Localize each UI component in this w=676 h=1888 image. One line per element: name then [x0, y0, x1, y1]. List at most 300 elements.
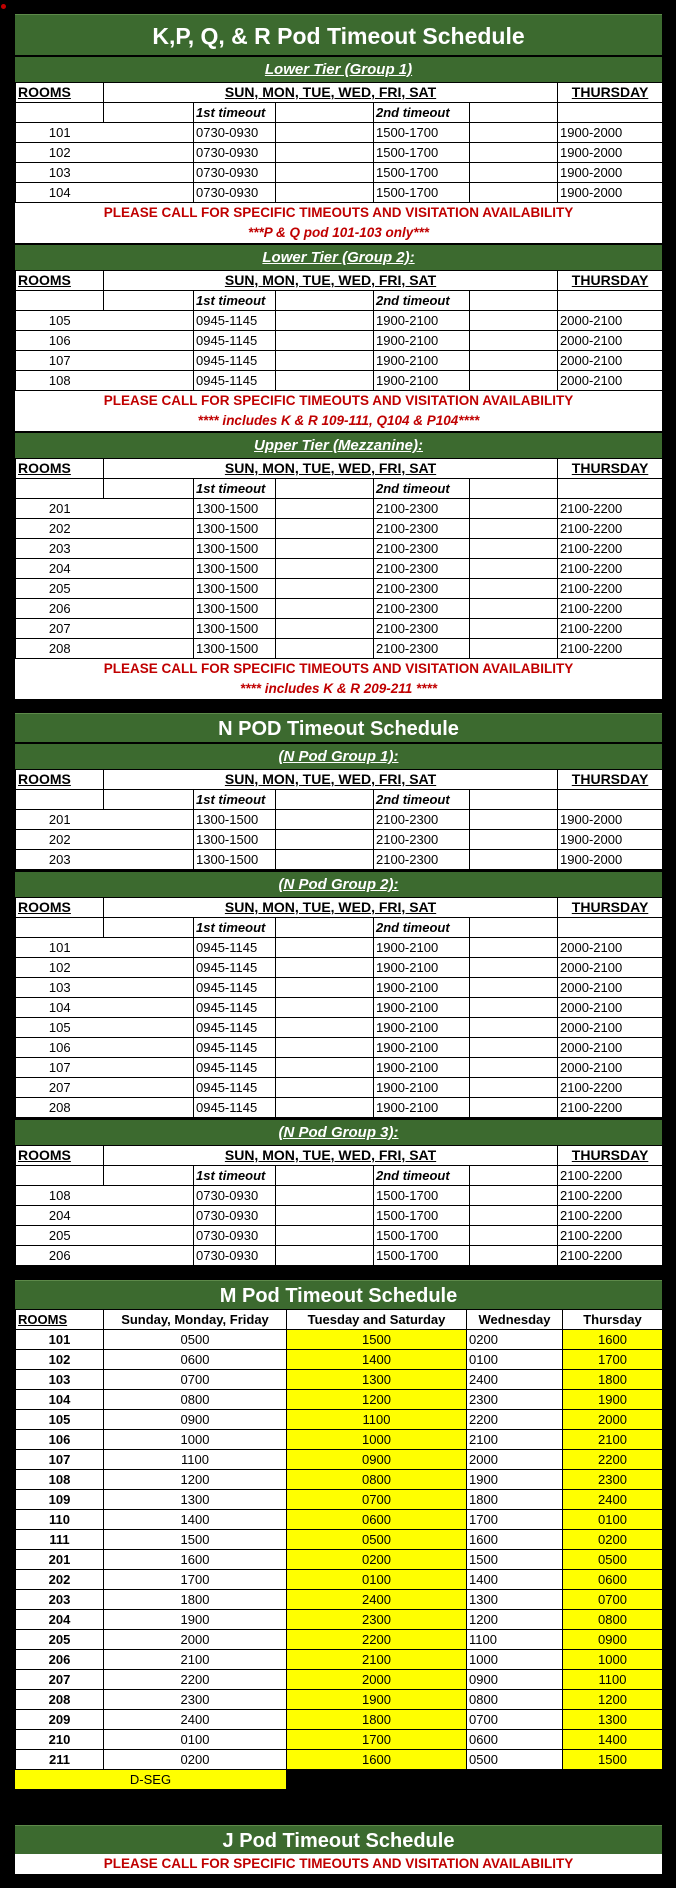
thursday-cell: 2100-2200 — [558, 559, 663, 579]
blank-cell — [104, 790, 194, 810]
room-cell: 108 — [16, 371, 104, 391]
room-cell: 210 — [16, 1730, 104, 1750]
table-row — [16, 579, 663, 599]
room-cell: 202 — [16, 519, 104, 539]
room-cell: 106 — [16, 1430, 104, 1450]
tue-sat-cell: 0200 — [287, 1550, 467, 1570]
blank-cell — [104, 1058, 194, 1078]
table-row — [16, 1610, 663, 1630]
blank-cell — [104, 559, 194, 579]
sun-mon-fri-cell: 0500 — [104, 1330, 287, 1350]
room-cell: 208 — [16, 639, 104, 659]
table-row — [16, 1470, 663, 1490]
days-header: SUN, MON, TUE, WED, FRI, SAT — [104, 459, 558, 479]
blank-cell — [470, 291, 558, 311]
room-cell: 102 — [16, 1350, 104, 1370]
blank-cell — [276, 1018, 374, 1038]
blank-cell — [276, 599, 374, 619]
thursday-cell: 2200 — [563, 1450, 663, 1470]
sun-mon-fri-cell: 2300 — [104, 1690, 287, 1710]
blank-cell — [104, 103, 194, 123]
blank-cell — [104, 183, 194, 203]
first-timeout-cell: 0730-0930 — [194, 183, 276, 203]
table-row — [16, 1450, 663, 1470]
thursday-cell: 1900-2000 — [558, 830, 663, 850]
sun-mon-fri-cell: 1000 — [104, 1430, 287, 1450]
mpod-title: M Pod Timeout Schedule — [15, 1280, 662, 1309]
first-timeout-cell: 0730-0930 — [194, 1206, 276, 1226]
blank-cell — [104, 1078, 194, 1098]
table-row — [16, 143, 663, 163]
table-row — [16, 1530, 663, 1550]
sun-mon-fri-cell: 1800 — [104, 1590, 287, 1610]
blank-cell — [276, 103, 374, 123]
blank-cell — [470, 1058, 558, 1078]
thursday-cell: 2100-2200 — [558, 499, 663, 519]
table-row — [16, 539, 663, 559]
kpqr-section-title: Lower Tier (Group 1) — [15, 57, 662, 82]
wednesday-cell: 0600 — [467, 1730, 563, 1750]
second-timeout-cell: 2100-2300 — [374, 850, 470, 870]
first-timeout-header: 1st timeout — [194, 479, 276, 499]
table-row — [16, 1570, 663, 1590]
blank-cell — [276, 371, 374, 391]
table-row — [16, 519, 663, 539]
rooms-header: ROOMS — [16, 1310, 104, 1330]
sun-mon-fri-cell: 0200 — [104, 1750, 287, 1770]
room-cell: 208 — [16, 1098, 104, 1118]
sun-mon-fri-cell: 0700 — [104, 1370, 287, 1390]
blank-cell — [470, 331, 558, 351]
second-timeout-cell: 1900-2100 — [374, 998, 470, 1018]
room-cell: 205 — [16, 579, 104, 599]
blank-cell — [470, 1246, 558, 1266]
blank-cell — [276, 331, 374, 351]
jpod-notice: PLEASE CALL FOR SPECIFIC TIMEOUTS AND VISITATION AVAILABILITY — [15, 1854, 662, 1874]
blank-cell — [276, 559, 374, 579]
days-header: SUN, MON, TUE, WED, FRI, SAT — [104, 770, 558, 790]
second-timeout-cell: 1900-2100 — [374, 1078, 470, 1098]
first-timeout-cell: 1300-1500 — [194, 499, 276, 519]
blank-cell — [558, 291, 663, 311]
sun-mon-fri-cell: 1400 — [104, 1510, 287, 1530]
room-cell: 101 — [16, 938, 104, 958]
table-row — [16, 958, 663, 978]
kpqr-notice: PLEASE CALL FOR SPECIFIC TIMEOUTS AND VISITATION AVAILABILITY — [15, 203, 662, 223]
thursday-cell: 2000-2100 — [558, 938, 663, 958]
sun-mon-fri-cell: 2100 — [104, 1650, 287, 1670]
blank-cell — [470, 103, 558, 123]
second-timeout-cell: 2100-2300 — [374, 639, 470, 659]
blank-cell — [104, 311, 194, 331]
blank-cell — [470, 1206, 558, 1226]
blank-cell — [104, 479, 194, 499]
blank-cell — [276, 1226, 374, 1246]
kpqr-section-table — [15, 82, 663, 203]
first-timeout-cell: 1300-1500 — [194, 599, 276, 619]
thursday-cell: 2100-2200 — [558, 1226, 663, 1246]
room-cell: 108 — [16, 1186, 104, 1206]
days-header: SUN, MON, TUE, WED, FRI, SAT — [104, 1146, 558, 1166]
tue-sat-cell: 2400 — [287, 1590, 467, 1610]
blank-cell — [16, 103, 104, 123]
day-header: Wednesday — [467, 1310, 563, 1330]
blank-cell — [470, 559, 558, 579]
kpqr-subheader-row — [16, 103, 663, 123]
room-cell: 102 — [16, 958, 104, 978]
first-timeout-cell: 0945-1145 — [194, 1078, 276, 1098]
blank-cell — [104, 163, 194, 183]
first-timeout-cell: 1300-1500 — [194, 579, 276, 599]
blank-cell — [470, 978, 558, 998]
first-timeout-header: 1st timeout — [194, 1166, 276, 1186]
first-timeout-cell: 0945-1145 — [194, 958, 276, 978]
blank-cell — [104, 619, 194, 639]
table-row — [16, 639, 663, 659]
first-timeout-cell: 1300-1500 — [194, 850, 276, 870]
thursday-cell: 2000-2100 — [558, 1058, 663, 1078]
thursday-cell: 2000-2100 — [558, 311, 663, 331]
thursday-cell: 2100-2200 — [558, 1206, 663, 1226]
tue-sat-cell: 0900 — [287, 1450, 467, 1470]
table-row — [16, 1690, 663, 1710]
npod-subheader-row — [16, 790, 663, 810]
room-cell: 207 — [16, 1078, 104, 1098]
blank-cell — [558, 918, 663, 938]
wednesday-cell: 1700 — [467, 1510, 563, 1530]
table-row — [16, 1390, 663, 1410]
tue-sat-cell: 0700 — [287, 1490, 467, 1510]
thursday-cell: 2000-2100 — [558, 351, 663, 371]
sun-mon-fri-cell: 2200 — [104, 1670, 287, 1690]
room-cell: 203 — [16, 539, 104, 559]
blank-cell — [276, 810, 374, 830]
blank-cell — [470, 1078, 558, 1098]
npod-section-title: (N Pod Group 3): — [15, 1120, 662, 1145]
blank-cell — [276, 1206, 374, 1226]
table-row — [16, 1590, 663, 1610]
first-timeout-cell: 0945-1145 — [194, 311, 276, 331]
second-timeout-cell: 1900-2100 — [374, 1038, 470, 1058]
rooms-header: ROOMS — [16, 1146, 104, 1166]
wednesday-cell: 0200 — [467, 1330, 563, 1350]
blank-cell — [16, 790, 104, 810]
room-cell: 211 — [16, 1750, 104, 1770]
first-timeout-cell: 0730-0930 — [194, 1246, 276, 1266]
blank-cell — [104, 1098, 194, 1118]
room-cell: 107 — [16, 1058, 104, 1078]
npod-sections — [15, 744, 662, 1266]
thursday-cell: 1900-2000 — [558, 163, 663, 183]
npod-header-row — [16, 898, 663, 918]
wednesday-cell: 0500 — [467, 1750, 563, 1770]
kpqr-header-row — [16, 271, 663, 291]
table-row — [16, 1078, 663, 1098]
wednesday-cell: 0100 — [467, 1350, 563, 1370]
second-timeout-cell: 1500-1700 — [374, 143, 470, 163]
wednesday-cell: 0800 — [467, 1690, 563, 1710]
thursday-cell: 2100-2200 — [558, 579, 663, 599]
first-timeout-cell: 1300-1500 — [194, 810, 276, 830]
thursday-cell: 0100 — [563, 1510, 663, 1530]
thursday-cell: 2100-2200 — [558, 1078, 663, 1098]
table-row — [16, 1330, 663, 1350]
room-cell: 103 — [16, 1370, 104, 1390]
tue-sat-cell: 0100 — [287, 1570, 467, 1590]
room-cell: 206 — [16, 1246, 104, 1266]
thursday-cell: 1000 — [563, 1650, 663, 1670]
blank-cell — [470, 351, 558, 371]
kpqr-section-table — [15, 458, 663, 659]
table-row — [16, 1038, 663, 1058]
blank-cell — [558, 479, 663, 499]
thursday-cell: 1900-2000 — [558, 183, 663, 203]
second-timeout-cell: 2100-2300 — [374, 519, 470, 539]
second-timeout-cell: 1500-1700 — [374, 1226, 470, 1246]
tue-sat-cell: 1000 — [287, 1430, 467, 1450]
kpqr-header-row — [16, 83, 663, 103]
blank-cell — [470, 1018, 558, 1038]
table-row — [16, 1750, 663, 1770]
table-row — [16, 1226, 663, 1246]
thursday-cell: 0900 — [563, 1630, 663, 1650]
rooms-header: ROOMS — [16, 459, 104, 479]
blank-cell — [470, 790, 558, 810]
second-timeout-cell: 1500-1700 — [374, 1206, 470, 1226]
thursday-cell: 1200 — [563, 1690, 663, 1710]
blank-cell — [276, 639, 374, 659]
thursday-cell: 2100-2200 — [558, 539, 663, 559]
table-row — [16, 351, 663, 371]
first-timeout-cell: 0730-0930 — [194, 1186, 276, 1206]
wednesday-cell: 1200 — [467, 1610, 563, 1630]
second-timeout-cell: 1500-1700 — [374, 183, 470, 203]
blank-cell — [276, 123, 374, 143]
wednesday-cell: 2100 — [467, 1430, 563, 1450]
room-cell: 201 — [16, 810, 104, 830]
wednesday-cell: 2200 — [467, 1410, 563, 1430]
room-cell: 102 — [16, 143, 104, 163]
kpqr-title: K,P, Q, & R Pod Timeout Schedule — [15, 14, 662, 55]
rooms-header: ROOMS — [16, 770, 104, 790]
room-cell: 106 — [16, 331, 104, 351]
blank-cell — [104, 599, 194, 619]
first-timeout-cell: 1300-1500 — [194, 559, 276, 579]
table-row — [16, 1430, 663, 1450]
table-row — [16, 1710, 663, 1730]
sun-mon-fri-cell: 2400 — [104, 1710, 287, 1730]
thursday-cell: 1900-2000 — [558, 810, 663, 830]
blank-cell — [470, 918, 558, 938]
first-timeout-cell: 0945-1145 — [194, 331, 276, 351]
blank-cell — [104, 639, 194, 659]
thursday-cell: 1700 — [563, 1350, 663, 1370]
first-timeout-cell: 1300-1500 — [194, 639, 276, 659]
thursday-cell: 2000-2100 — [558, 998, 663, 1018]
sun-mon-fri-cell: 1600 — [104, 1550, 287, 1570]
table-row — [16, 331, 663, 351]
table-row — [16, 1510, 663, 1530]
table-row — [16, 1186, 663, 1206]
first-timeout-cell: 0730-0930 — [194, 143, 276, 163]
npod-header-row — [16, 1146, 663, 1166]
first-timeout-header: 1st timeout — [194, 918, 276, 938]
wednesday-cell: 1100 — [467, 1630, 563, 1650]
first-timeout-cell: 0945-1145 — [194, 998, 276, 1018]
thursday-header: THURSDAY — [558, 459, 663, 479]
first-timeout-header: 1st timeout — [194, 790, 276, 810]
blank-cell — [276, 351, 374, 371]
first-timeout-cell: 0945-1145 — [194, 1038, 276, 1058]
second-timeout-header: 2nd timeout — [374, 479, 470, 499]
thursday-cell: 2100-2200 — [558, 619, 663, 639]
blank-cell — [276, 918, 374, 938]
first-timeout-cell: 1300-1500 — [194, 519, 276, 539]
blank-cell — [104, 331, 194, 351]
second-timeout-cell: 2100-2300 — [374, 810, 470, 830]
first-timeout-cell: 0730-0930 — [194, 1226, 276, 1246]
room-cell: 104 — [16, 183, 104, 203]
blank-cell — [16, 291, 104, 311]
thursday-cell: 1300 — [563, 1710, 663, 1730]
second-timeout-header: 2nd timeout — [374, 291, 470, 311]
first-timeout-cell: 1300-1500 — [194, 619, 276, 639]
second-timeout-cell: 1900-2100 — [374, 351, 470, 371]
blank-cell — [276, 1098, 374, 1118]
npod-section-table — [15, 769, 663, 870]
table-row — [16, 619, 663, 639]
blank-cell — [470, 579, 558, 599]
blank-cell — [276, 998, 374, 1018]
sun-mon-fri-cell: 2000 — [104, 1630, 287, 1650]
tue-sat-cell: 1900 — [287, 1690, 467, 1710]
blank-cell — [276, 619, 374, 639]
sun-mon-fri-cell: 1200 — [104, 1470, 287, 1490]
room-cell: 201 — [16, 1550, 104, 1570]
table-row — [16, 499, 663, 519]
blank-cell — [104, 123, 194, 143]
thursday-cell: 2100-2200 — [558, 599, 663, 619]
blank-cell — [104, 810, 194, 830]
table-row — [16, 1370, 663, 1390]
room-cell: 203 — [16, 850, 104, 870]
thursday-header: THURSDAY — [558, 898, 663, 918]
table-row — [16, 978, 663, 998]
room-cell: 204 — [16, 1206, 104, 1226]
thursday-cell: 2000-2100 — [558, 1018, 663, 1038]
second-timeout-header: 2nd timeout — [374, 918, 470, 938]
first-timeout-cell: 0945-1145 — [194, 938, 276, 958]
blank-cell — [276, 938, 374, 958]
blank-cell — [470, 311, 558, 331]
blank-cell — [104, 938, 194, 958]
second-timeout-cell: 1500-1700 — [374, 163, 470, 183]
red-dot-marker — [1, 4, 6, 9]
room-cell: 104 — [16, 1390, 104, 1410]
thursday-cell: 0800 — [563, 1610, 663, 1630]
table-row — [16, 1410, 663, 1430]
thursday-cell: 2100-2200 — [558, 639, 663, 659]
blank-cell — [104, 830, 194, 850]
blank-cell — [16, 1166, 104, 1186]
blank-cell — [104, 998, 194, 1018]
blank-cell — [104, 1246, 194, 1266]
blank-cell — [276, 143, 374, 163]
npod-section-table — [15, 897, 663, 1118]
first-timeout-cell: 0945-1145 — [194, 978, 276, 998]
second-timeout-cell: 1900-2100 — [374, 978, 470, 998]
tue-sat-cell: 1200 — [287, 1390, 467, 1410]
day-header: Tuesday and Saturday — [287, 1310, 467, 1330]
mpod-table — [15, 1309, 663, 1770]
kpqr-notice: PLEASE CALL FOR SPECIFIC TIMEOUTS AND VISITATION AVAILABILITY — [15, 659, 662, 679]
table-row — [16, 998, 663, 1018]
thursday-cell: 1900 — [563, 1390, 663, 1410]
tue-sat-cell: 1300 — [287, 1370, 467, 1390]
thursday-cell: 2100-2200 — [558, 519, 663, 539]
room-cell: 108 — [16, 1470, 104, 1490]
blank-cell — [276, 539, 374, 559]
table-row — [16, 1550, 663, 1570]
blank-cell — [276, 830, 374, 850]
table-row — [16, 1058, 663, 1078]
npod-header-row — [16, 770, 663, 790]
thursday-cell: 2300 — [563, 1470, 663, 1490]
tue-sat-cell: 0800 — [287, 1470, 467, 1490]
first-timeout-cell: 0945-1145 — [194, 1098, 276, 1118]
thursday-header: THURSDAY — [558, 271, 663, 291]
blank-cell — [104, 1166, 194, 1186]
wednesday-cell: 1500 — [467, 1550, 563, 1570]
blank-cell — [470, 479, 558, 499]
wednesday-cell: 2000 — [467, 1450, 563, 1470]
thursday-header: THURSDAY — [558, 83, 663, 103]
blank-cell — [104, 291, 194, 311]
room-cell: 106 — [16, 1038, 104, 1058]
wednesday-cell: 2400 — [467, 1370, 563, 1390]
tue-sat-cell: 2000 — [287, 1670, 467, 1690]
room-cell: 206 — [16, 599, 104, 619]
table-row — [16, 1018, 663, 1038]
blank-cell — [104, 351, 194, 371]
table-row — [16, 1350, 663, 1370]
thursday-cell: 2100-2200 — [558, 1246, 663, 1266]
room-cell: 207 — [16, 619, 104, 639]
thursday-cell: 1600 — [563, 1330, 663, 1350]
rooms-header: ROOMS — [16, 83, 104, 103]
thursday-cell: 1900-2000 — [558, 123, 663, 143]
blank-cell — [276, 163, 374, 183]
sun-mon-fri-cell: 1700 — [104, 1570, 287, 1590]
blank-cell — [276, 790, 374, 810]
second-timeout-cell: 1900-2100 — [374, 371, 470, 391]
table-row — [16, 810, 663, 830]
room-cell: 105 — [16, 311, 104, 331]
table-row — [16, 1730, 663, 1750]
days-header: SUN, MON, TUE, WED, FRI, SAT — [104, 271, 558, 291]
blank-cell — [470, 1098, 558, 1118]
blank-cell — [104, 1038, 194, 1058]
table-row — [16, 1098, 663, 1118]
kpqr-subheader-row — [16, 291, 663, 311]
first-timeout-cell: 0945-1145 — [194, 371, 276, 391]
tue-sat-cell: 2100 — [287, 1650, 467, 1670]
blank-cell — [470, 519, 558, 539]
room-cell: 205 — [16, 1630, 104, 1650]
first-timeout-header: 1st timeout — [194, 291, 276, 311]
table-row — [16, 163, 663, 183]
thursday-cell: 2400 — [563, 1490, 663, 1510]
